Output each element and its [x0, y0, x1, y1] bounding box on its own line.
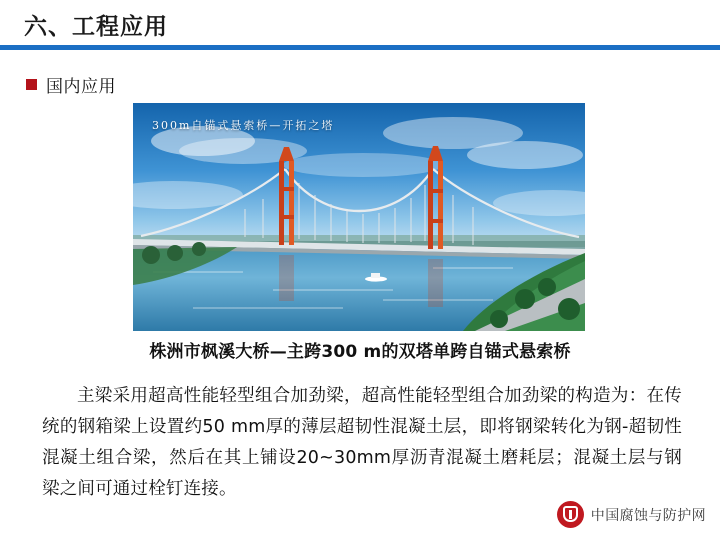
footer-brand-label: 中国腐蚀与防护网 [590, 507, 706, 524]
bridge-photo-illustration [133, 103, 585, 331]
photo-overlay-caption: 300m自锚式悬索桥—开拓之塔 [152, 119, 335, 132]
slide-header [0, 0, 720, 52]
figure-caption: 株洲市枫溪大桥—主跨300 m的双塔单跨自锚式悬索桥 [149, 342, 571, 362]
header-divider [0, 45, 720, 50]
bridge-photo [133, 103, 585, 331]
body-paragraph: 主梁采用超高性能轻型组合加劲梁，超高性能轻型组合加劲梁的构造为：在传统的钢箱梁上设置约50 mm厚的薄层超韧性混凝土层，即将钢梁转化为钢-超韧性混凝土组合梁，然后在其上铺设20~30mm厚沥青混凝土磨耗层；混凝土层与钢梁之间可通过栓钉连接。 [42, 386, 682, 499]
bullet-item [26, 72, 116, 97]
page-title: 六、工程应用 [24, 14, 168, 40]
footer-brand [557, 501, 706, 528]
brand-logo-icon [557, 501, 584, 528]
bullet-item-label: 国内应用 [46, 77, 116, 97]
square-bullet-icon [26, 79, 37, 90]
